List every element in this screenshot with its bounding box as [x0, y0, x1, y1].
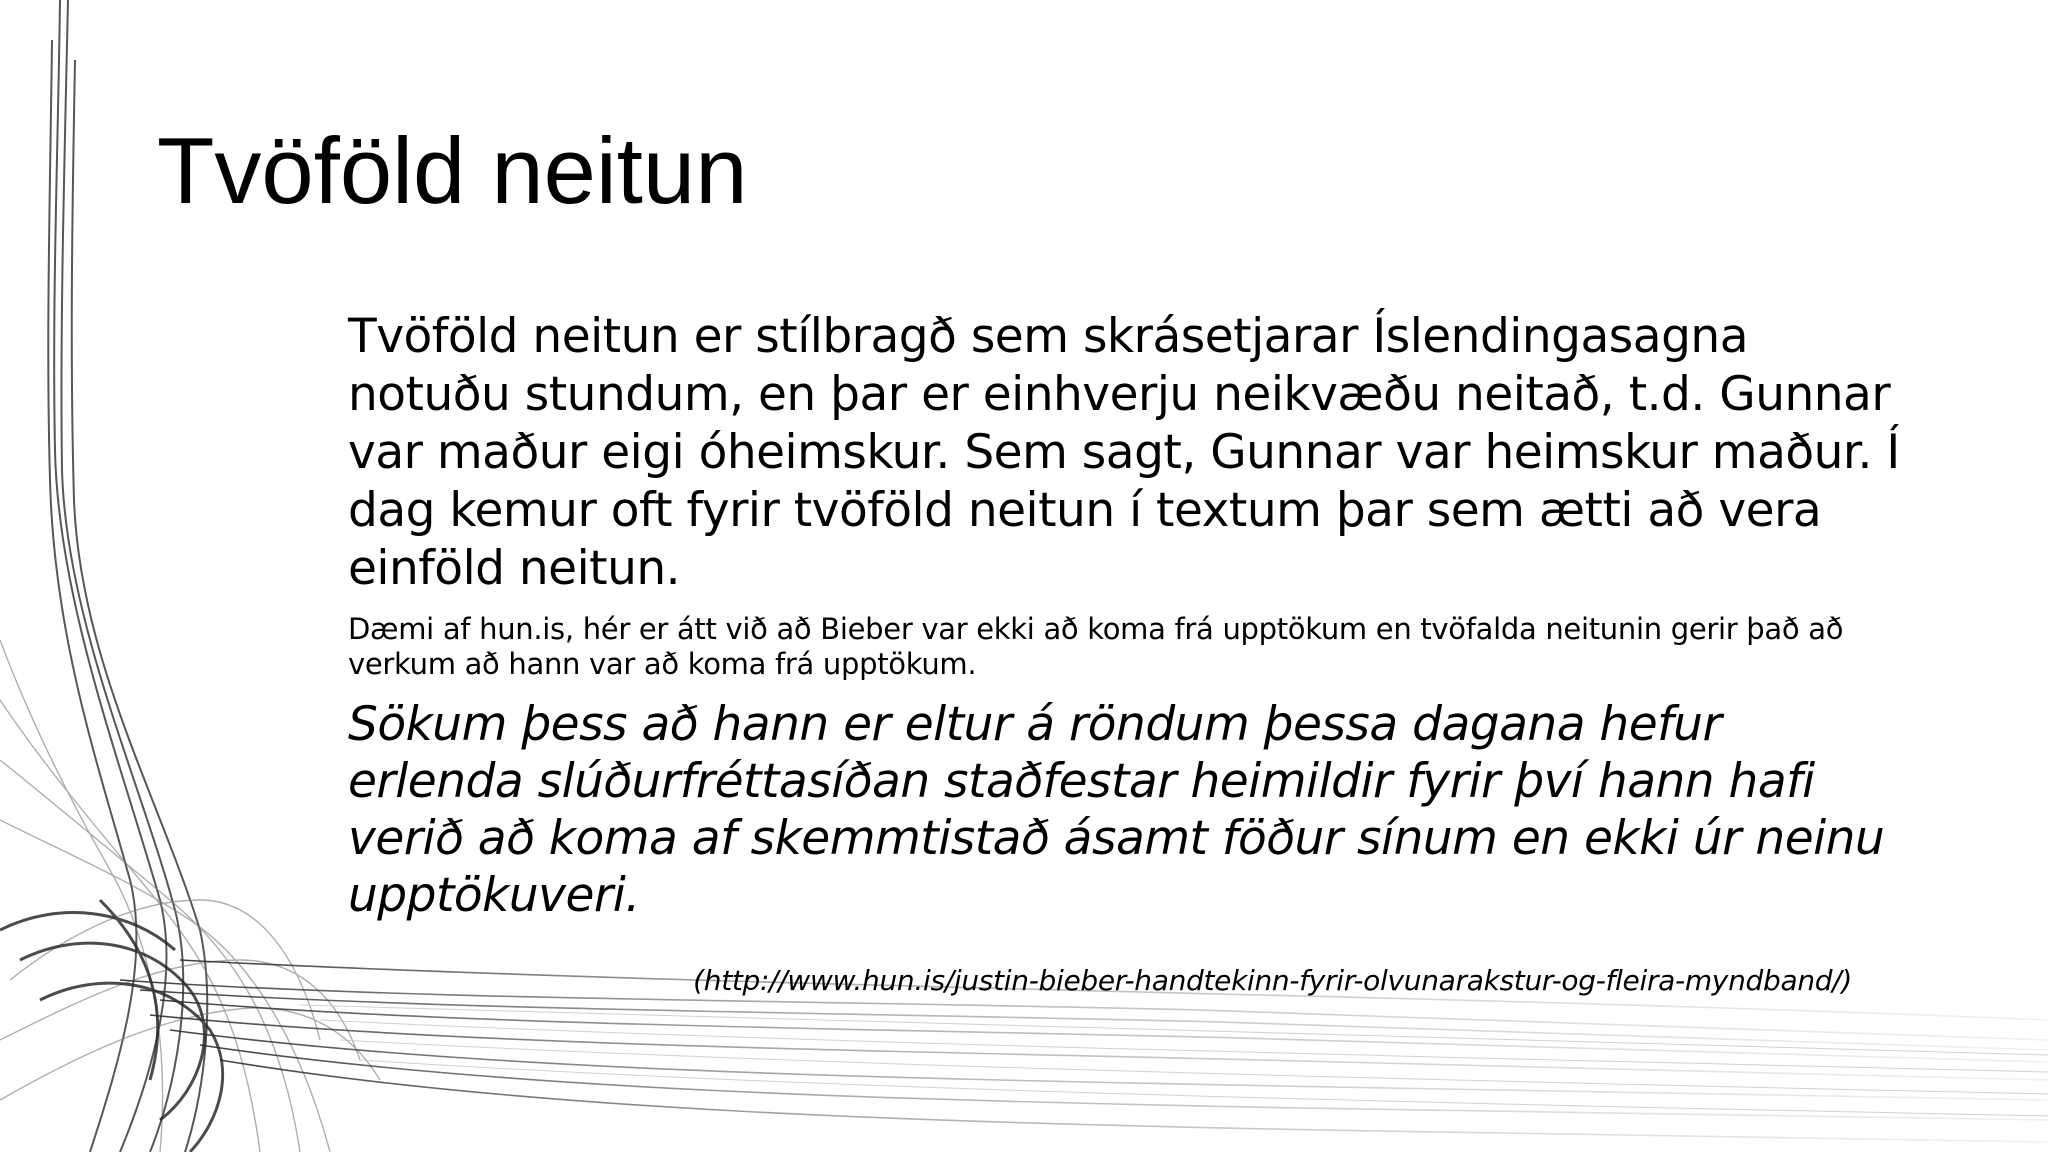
main-paragraph: Tvöföld neitun er stílbragð sem skrásetjarar Íslendingasagna notuðu stundum, en þar er einhverju neikvæðu neitað, t.d. Gunnar var maður eigi óheimskur. Sem sagt, Gunnar var heimskur maður. Í dag kemur oft fyrir tvöföld neitun í textum þar sem ætti að vera einföld neitun. [348, 309, 1900, 596]
example-intro-paragraph: Dæmi af hun.is, hér er átt við að Bieber var ekki að koma frá upptökum en tvöfalda neitunin gerir það að verkum að hann var að koma frá upptökum. [348, 612, 1844, 681]
source-citation: (http://www.hun.is/justin-bieber-handtekinn-fyrir-olvunarakstur-og-fleira-myndband/) [693, 964, 1852, 997]
slide-body [348, 308, 1908, 924]
example-quote-paragraph: Sökum þess að hann er eltur á röndum þessa dagana hefur erlenda slúðurfréttasíðan staðfestar heimildir fyrir því hann hafi verið að koma af skemmtistað ásamt föður sínum en ekki úr neinu upptökuveri. [348, 697, 1885, 923]
slide-title: Tvöföld neitun [157, 118, 748, 223]
